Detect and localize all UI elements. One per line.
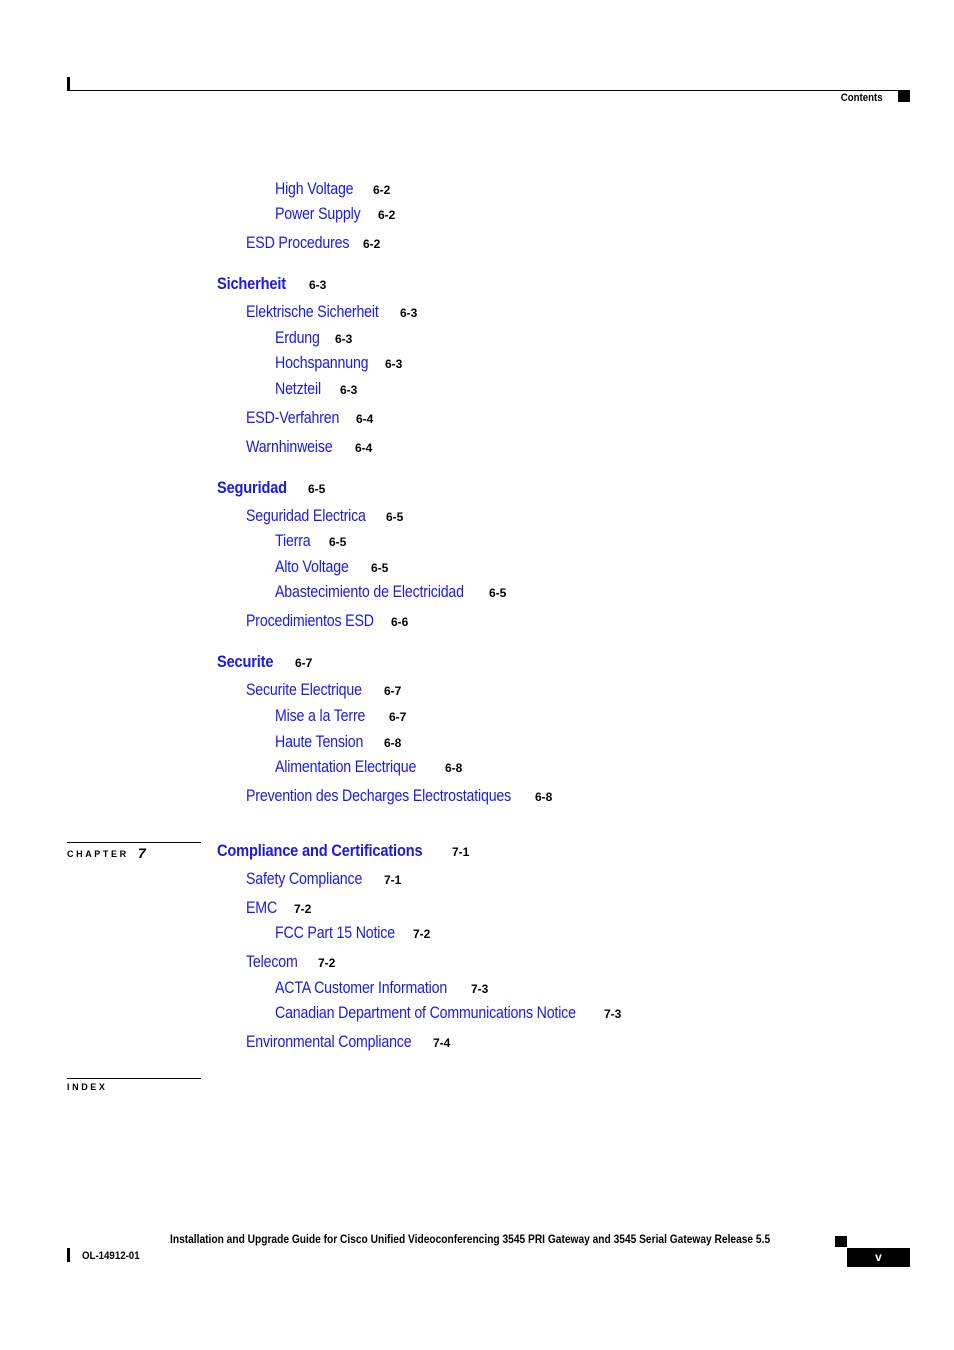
toc-entry[interactable] xyxy=(275,180,390,199)
toc-entry[interactable] xyxy=(275,380,357,399)
toc-link[interactable]: ESD Procedures xyxy=(246,234,350,252)
toc-entry[interactable] xyxy=(246,787,552,806)
toc-entry[interactable] xyxy=(275,733,401,752)
toc-page: 6-3 xyxy=(385,357,403,371)
toc-link[interactable]: Canadian Department of Communications Notice xyxy=(275,1004,576,1022)
toc-page: 7-3 xyxy=(471,982,489,996)
toc-section-link[interactable]: Sicherheit xyxy=(217,274,286,293)
toc-link[interactable]: High Voltage xyxy=(275,180,354,198)
toc-entry[interactable] xyxy=(246,409,373,428)
toc-page: 7-1 xyxy=(384,873,402,887)
toc-entry[interactable] xyxy=(246,899,311,918)
toc-entry[interactable] xyxy=(246,612,408,631)
toc-chapter-link[interactable]: Compliance and Certifications xyxy=(217,841,423,860)
toc-link[interactable]: Netzteil xyxy=(275,380,321,398)
toc-link[interactable]: Securite Electrique xyxy=(246,681,362,699)
chapter-number: 7 xyxy=(138,845,146,861)
toc-page: 6-2 xyxy=(378,208,396,222)
toc-page: 6-8 xyxy=(384,736,402,750)
toc-entry[interactable] xyxy=(275,979,488,998)
toc-entry[interactable] xyxy=(246,234,380,253)
toc-link[interactable]: FCC Part 15 Notice xyxy=(275,924,395,942)
toc-link[interactable]: Telecom xyxy=(246,953,298,971)
toc-link[interactable]: Power Supply xyxy=(275,205,361,223)
header-tick xyxy=(67,77,70,91)
toc-entry[interactable] xyxy=(275,354,402,373)
footer-doc-id: OL-14912-01 xyxy=(82,1250,140,1262)
toc-link[interactable]: Elektrische Sicherheit xyxy=(246,303,379,321)
toc-page: 7-2 xyxy=(318,956,336,970)
toc-entry[interactable] xyxy=(246,1033,450,1052)
toc-section-entry[interactable] xyxy=(217,652,312,672)
toc-section-entry[interactable] xyxy=(217,274,326,294)
toc-page: 6-7 xyxy=(384,684,402,698)
toc-link[interactable]: Alto Voltage xyxy=(275,558,349,576)
toc-page: 6-8 xyxy=(445,761,463,775)
toc-entry[interactable] xyxy=(275,583,506,602)
index-label: INDEX xyxy=(67,1082,108,1092)
toc-link[interactable]: Hochspannung xyxy=(275,354,369,372)
toc-link[interactable]: Alimentation Electrique xyxy=(275,758,417,776)
toc-entry[interactable] xyxy=(275,532,346,551)
toc-page: 6-5 xyxy=(386,510,404,524)
toc-entry[interactable] xyxy=(275,558,388,577)
toc-page: 6-5 xyxy=(489,586,507,600)
chapter-label: CHAPTER xyxy=(67,849,129,859)
toc-link[interactable]: Erdung xyxy=(275,329,320,347)
chapter-rule xyxy=(67,842,201,843)
toc-page: 6-7 xyxy=(389,710,407,724)
toc-link[interactable]: ESD-Verfahren xyxy=(246,409,340,427)
toc-entry[interactable] xyxy=(275,707,406,726)
toc-entry[interactable] xyxy=(275,205,395,224)
toc-page: 6-2 xyxy=(373,183,391,197)
toc-page: 6-3 xyxy=(335,332,353,346)
toc-page: 7-2 xyxy=(294,902,312,916)
toc-page: 7-3 xyxy=(604,1007,622,1021)
toc-page: 6-4 xyxy=(356,412,374,426)
toc-page: 7-1 xyxy=(452,845,470,859)
toc-link[interactable]: ACTA Customer Information xyxy=(275,979,448,997)
toc-entry[interactable] xyxy=(246,507,403,526)
header-marker xyxy=(898,91,910,102)
footer-marker xyxy=(835,1236,847,1247)
toc-entry[interactable] xyxy=(246,681,401,700)
toc-page: 6-3 xyxy=(340,383,358,397)
toc-page: 7-2 xyxy=(413,927,431,941)
toc-entry[interactable] xyxy=(246,953,335,972)
toc-page: 6-2 xyxy=(363,237,381,251)
toc-entry[interactable] xyxy=(275,924,430,943)
toc-link[interactable]: Tierra xyxy=(275,532,311,550)
index-rule xyxy=(67,1078,201,1079)
footer-page-number: v xyxy=(847,1248,910,1267)
toc-section-link[interactable]: Securite xyxy=(217,652,274,671)
toc-link[interactable]: Safety Compliance xyxy=(246,870,363,888)
toc-section-link[interactable]: Seguridad xyxy=(217,478,287,497)
toc-page: 6-3 xyxy=(400,306,418,320)
toc-entry[interactable] xyxy=(246,438,372,457)
toc-entry[interactable] xyxy=(275,329,352,348)
toc-link[interactable]: Abastecimiento de Electricidad xyxy=(275,583,464,601)
toc-page: 6-4 xyxy=(355,441,373,455)
toc-link[interactable]: Mise a la Terre xyxy=(275,707,366,725)
header-label: Contents xyxy=(841,92,883,104)
toc-link[interactable]: EMC xyxy=(246,899,278,917)
toc-page: 6-7 xyxy=(295,656,313,670)
toc-page: 6-3 xyxy=(309,278,327,292)
toc-link[interactable]: Prevention des Decharges Electrostatiques xyxy=(246,787,512,805)
toc-page: 6-5 xyxy=(329,535,347,549)
toc-section-entry[interactable] xyxy=(217,478,325,498)
footer-tick xyxy=(67,1248,70,1262)
toc-entry[interactable] xyxy=(246,303,417,322)
toc-page: 6-6 xyxy=(391,615,409,629)
toc-link[interactable]: Seguridad Electrica xyxy=(246,507,366,525)
toc-page: 7-4 xyxy=(433,1036,451,1050)
toc-entry[interactable] xyxy=(246,870,401,889)
toc-page: 6-8 xyxy=(535,790,553,804)
toc-link[interactable]: Warnhinweise xyxy=(246,438,333,456)
toc-link[interactable]: Haute Tension xyxy=(275,733,364,751)
toc-page: 6-5 xyxy=(371,561,389,575)
footer-title: Installation and Upgrade Guide for Cisco Unified Videoconferencing 3545 PRI Gateway and 3545 Serial Gateway Release 5.5 xyxy=(170,1232,771,1246)
header-rule xyxy=(67,90,910,91)
toc-chapter-entry[interactable] xyxy=(217,841,469,861)
toc-entry[interactable] xyxy=(275,758,462,777)
toc-link[interactable]: Procedimientos ESD xyxy=(246,612,374,630)
toc-page: 6-5 xyxy=(308,482,326,496)
toc-entry[interactable] xyxy=(275,1004,621,1023)
toc-link[interactable]: Environmental Compliance xyxy=(246,1033,412,1051)
